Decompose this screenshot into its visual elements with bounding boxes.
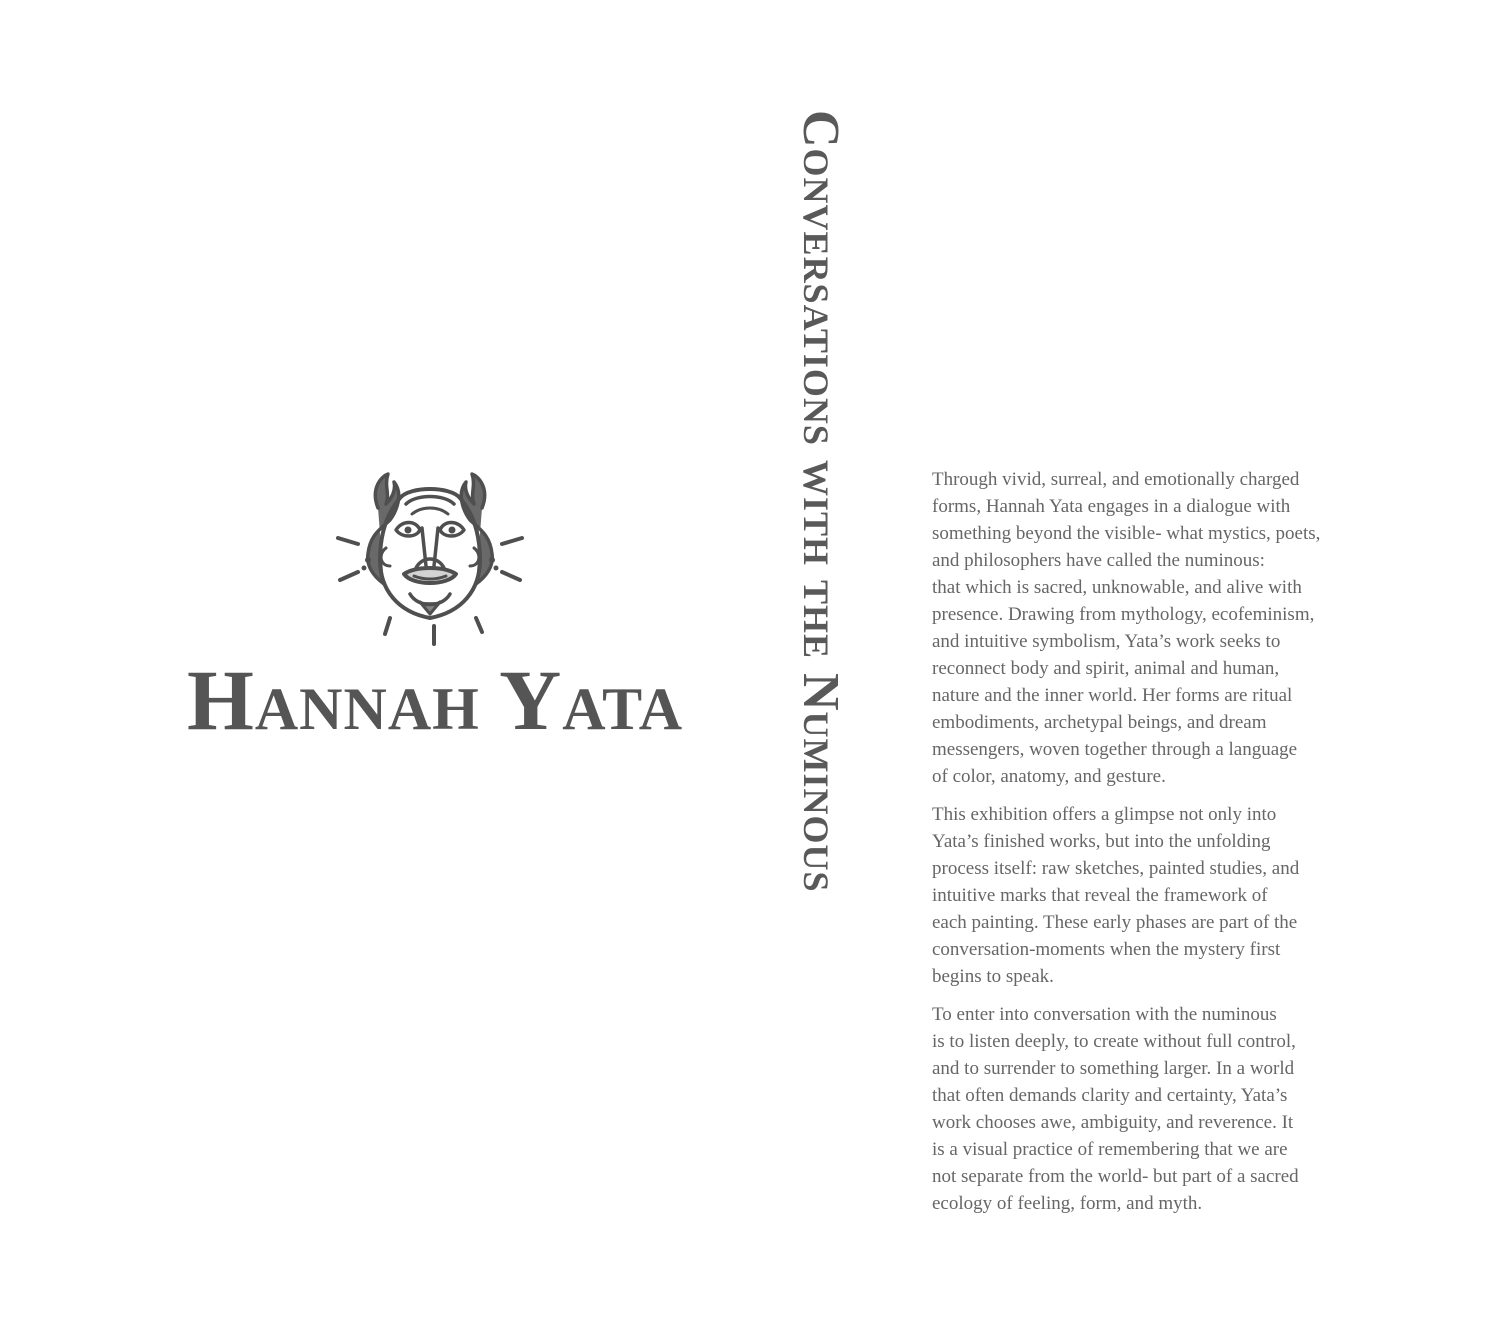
text-line: that which is sacred, unknowable, and alive with — [932, 577, 1302, 598]
statement-paragraph-3 — [932, 1001, 1372, 1217]
text-line: nature and the inner world. Her forms are ritual — [932, 685, 1293, 706]
text-line: To enter into conversation with the numinous — [932, 1004, 1277, 1025]
text-line: embodiments, archetypal beings, and dream — [932, 712, 1267, 733]
text-line: and intuitive symbolism, Yata’s work seeks to — [932, 631, 1281, 652]
text-line: begins to speak. — [932, 966, 1054, 987]
text-line: intuitive marks that reveal the framework of — [932, 885, 1268, 906]
text-line: Yata’s finished works, but into the unfolding — [932, 831, 1271, 852]
text-line: and philosophers have called the numinous: — [932, 550, 1265, 571]
text-line: conversation-moments when the mystery first — [932, 939, 1281, 960]
exhibition-statement — [932, 466, 1372, 1228]
text-line: is a visual practice of remembering that we are — [932, 1139, 1288, 1160]
text-line: is to listen deeply, to create without full control, — [932, 1031, 1296, 1052]
text-line: something beyond the visible- what mystics, poets, — [932, 523, 1321, 544]
text-line: and to surrender to something larger. In a world — [932, 1058, 1295, 1079]
text-line: This exhibition offers a glimpse not only into — [932, 804, 1277, 825]
text-line: forms, Hannah Yata engages in a dialogue with — [932, 496, 1291, 517]
text-line: presence. Drawing from mythology, ecofeminism, — [932, 604, 1315, 625]
face-mask-emblem-icon — [330, 468, 530, 648]
text-line: each painting. These early phases are part of the — [932, 912, 1298, 933]
text-line: reconnect body and spirit, animal and human, — [932, 658, 1280, 679]
spine-title-area — [790, 110, 850, 1210]
artist-name: Hannah Yata — [186, 652, 684, 748]
exhibition-title: Conversations with the Numinous — [792, 110, 849, 893]
text-line: not separate from the world- but part of a sacred — [932, 1166, 1299, 1187]
text-line: process itself: raw sketches, painted studies, and — [932, 858, 1300, 879]
text-line: Through vivid, surreal, and emotionally charged — [932, 469, 1300, 490]
statement-paragraph-2 — [932, 801, 1372, 990]
text-line: that often demands clarity and certainty, Yata’s — [932, 1085, 1288, 1106]
statement-paragraph-1 — [932, 466, 1372, 790]
text-line: work chooses awe, ambiguity, and reverence. It — [932, 1112, 1294, 1133]
text-line: messengers, woven together through a language — [932, 739, 1298, 760]
text-line: of color, anatomy, and gesture. — [932, 766, 1166, 787]
text-line: ecology of feeling, form, and myth. — [932, 1193, 1203, 1214]
